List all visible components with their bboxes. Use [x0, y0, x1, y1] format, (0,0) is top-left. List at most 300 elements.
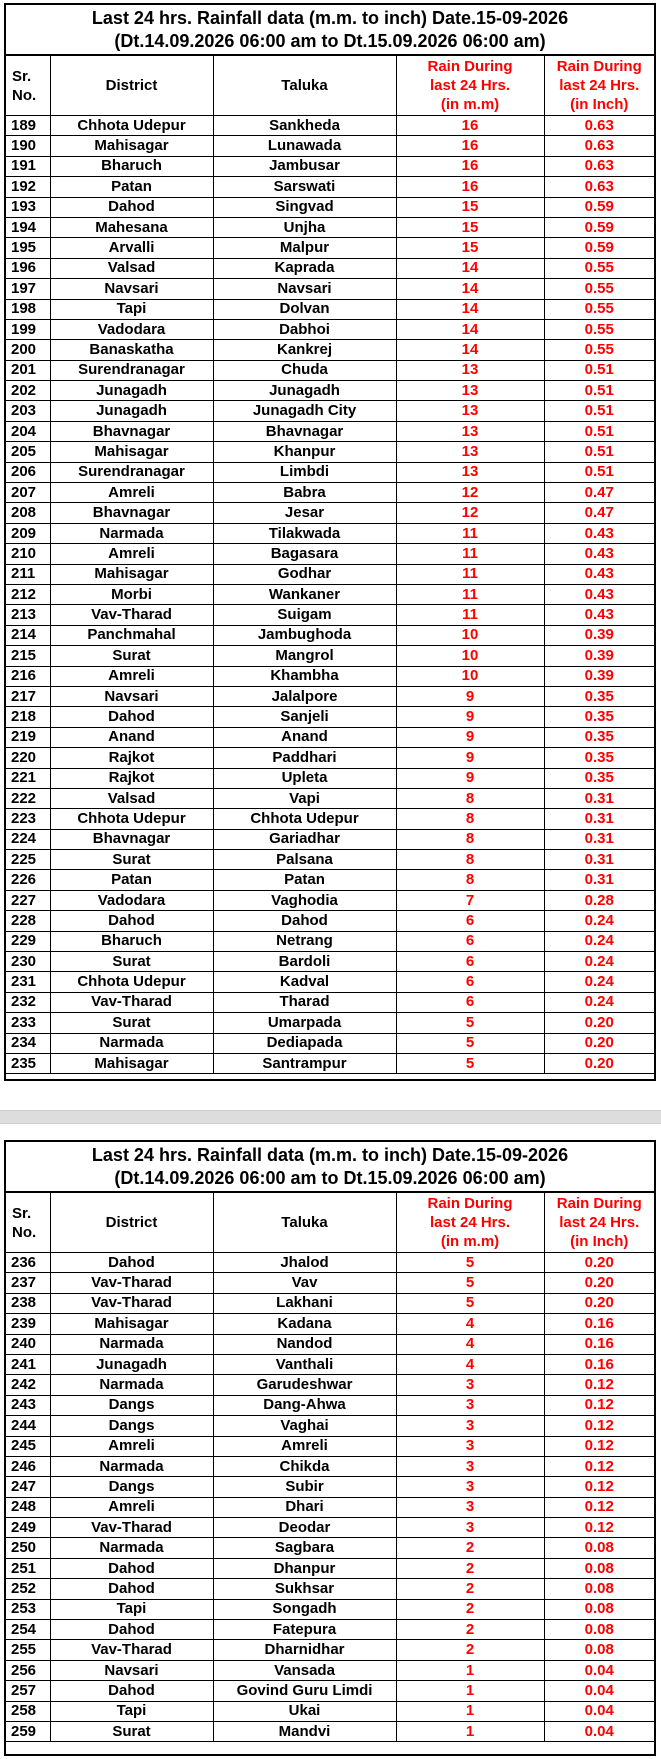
table-row	[6, 564, 654, 584]
sr-no-cell: 219	[6, 727, 50, 747]
district-cell: Morbi	[50, 584, 213, 604]
rain-inch-cell: 0.51	[544, 462, 654, 482]
header-rain-inch: Rain During last 24 Hrs. (in Inch)	[544, 56, 654, 116]
rain-inch-cell: 0.35	[544, 727, 654, 747]
rain-mm-cell: 13	[396, 381, 544, 401]
table-row	[6, 523, 654, 543]
taluka-cell: Bagasara	[213, 544, 396, 564]
taluka-cell: Dang-Ahwa	[213, 1395, 396, 1415]
district-cell: Navsari	[50, 1660, 213, 1680]
district-cell: Rajkot	[50, 748, 213, 768]
district-cell: Banaskatha	[50, 340, 213, 360]
rain-inch-cell: 0.08	[544, 1599, 654, 1619]
sr-no-cell: 231	[6, 972, 50, 992]
rain-inch-cell: 0.24	[544, 931, 654, 951]
sheet-title	[6, 5, 654, 56]
table-row	[6, 1518, 654, 1538]
table-row	[6, 890, 654, 910]
district-cell: Dangs	[50, 1416, 213, 1436]
rain-mm-cell: 3	[396, 1416, 544, 1436]
rain-mm-cell: 3	[396, 1518, 544, 1538]
district-cell: Surat	[50, 1013, 213, 1033]
district-cell: Mahesana	[50, 217, 213, 237]
sr-no-cell: 235	[6, 1053, 50, 1073]
sr-no-cell: 190	[6, 136, 50, 156]
taluka-cell: Junagadh City	[213, 401, 396, 421]
taluka-cell: Sankheda	[213, 116, 396, 136]
district-cell: Amreli	[50, 1497, 213, 1517]
sr-no-cell: 256	[6, 1660, 50, 1680]
district-cell: Narmada	[50, 1538, 213, 1558]
sr-no-cell: 244	[6, 1416, 50, 1436]
rain-mm-cell: 13	[396, 462, 544, 482]
taluka-cell: Lakhani	[213, 1293, 396, 1313]
header-sr-no: Sr. No.	[6, 1193, 50, 1253]
sr-no-cell: 221	[6, 768, 50, 788]
table-row	[6, 1033, 654, 1053]
sr-no-cell: 191	[6, 156, 50, 176]
sr-no-cell: 222	[6, 788, 50, 808]
rain-inch-cell: 0.43	[544, 544, 654, 564]
sr-no-cell: 203	[6, 401, 50, 421]
rain-inch-cell: 0.31	[544, 788, 654, 808]
taluka-cell: Dhari	[213, 1497, 396, 1517]
rain-inch-cell: 0.12	[544, 1456, 654, 1476]
rain-inch-cell: 0.12	[544, 1375, 654, 1395]
sr-no-cell: 211	[6, 564, 50, 584]
taluka-cell: Sarswati	[213, 177, 396, 197]
table-row	[6, 1436, 654, 1456]
rainfall-sheet-1	[4, 3, 656, 1081]
sr-no-cell: 243	[6, 1395, 50, 1415]
district-cell: Bhavnagar	[50, 503, 213, 523]
district-cell: Amreli	[50, 483, 213, 503]
table-row	[6, 1558, 654, 1578]
district-cell: Mahisagar	[50, 1053, 213, 1073]
rainfall-table	[6, 56, 654, 1074]
rain-inch-cell: 0.16	[544, 1334, 654, 1354]
district-cell: Dahod	[50, 1620, 213, 1640]
taluka-cell: Umarpada	[213, 1013, 396, 1033]
rain-mm-cell: 9	[396, 686, 544, 706]
rain-mm-cell: 6	[396, 952, 544, 972]
district-cell: Amreli	[50, 666, 213, 686]
sr-no-cell: 228	[6, 911, 50, 931]
table-row	[6, 401, 654, 421]
taluka-cell: Malpur	[213, 238, 396, 258]
taluka-cell: Songadh	[213, 1599, 396, 1619]
rain-inch-cell: 0.39	[544, 625, 654, 645]
rain-mm-cell: 4	[396, 1334, 544, 1354]
rain-mm-cell: 12	[396, 483, 544, 503]
rain-mm-cell: 9	[396, 707, 544, 727]
rain-mm-cell: 16	[396, 156, 544, 176]
sr-no-cell: 204	[6, 421, 50, 441]
district-cell: Bharuch	[50, 931, 213, 951]
table-row	[6, 177, 654, 197]
rain-mm-cell: 8	[396, 809, 544, 829]
district-cell: Arvalli	[50, 238, 213, 258]
rain-mm-cell: 13	[396, 421, 544, 441]
rain-inch-cell: 0.28	[544, 890, 654, 910]
district-cell: Dahod	[50, 707, 213, 727]
district-cell: Vav-Tharad	[50, 605, 213, 625]
table-row	[6, 1579, 654, 1599]
rain-mm-cell: 11	[396, 523, 544, 543]
taluka-cell: Kadana	[213, 1314, 396, 1334]
taluka-cell: Vav	[213, 1273, 396, 1293]
sr-no-cell: 240	[6, 1334, 50, 1354]
table-row	[6, 972, 654, 992]
table-body	[6, 116, 654, 1074]
taluka-cell: Junagadh	[213, 381, 396, 401]
rain-mm-cell: 4	[396, 1314, 544, 1334]
taluka-cell: Chikda	[213, 1456, 396, 1476]
district-cell: Narmada	[50, 1456, 213, 1476]
rain-inch-cell: 0.63	[544, 177, 654, 197]
taluka-cell: Vanthali	[213, 1354, 396, 1374]
table-row	[6, 1701, 654, 1721]
table-row	[6, 1640, 654, 1660]
taluka-cell: Unjha	[213, 217, 396, 237]
rain-inch-cell: 0.04	[544, 1701, 654, 1721]
sr-no-cell: 198	[6, 299, 50, 319]
table-row	[6, 809, 654, 829]
rain-inch-cell: 0.08	[544, 1620, 654, 1640]
table-row	[6, 829, 654, 849]
table-body	[6, 1253, 654, 1742]
table-row	[6, 952, 654, 972]
rain-mm-cell: 13	[396, 442, 544, 462]
table-row	[6, 1721, 654, 1741]
taluka-cell: Chhota Udepur	[213, 809, 396, 829]
table-row	[6, 156, 654, 176]
rain-mm-cell: 3	[396, 1497, 544, 1517]
rain-mm-cell: 7	[396, 890, 544, 910]
rain-mm-cell: 11	[396, 544, 544, 564]
rain-mm-cell: 11	[396, 564, 544, 584]
district-cell: Navsari	[50, 279, 213, 299]
taluka-cell: Wankaner	[213, 584, 396, 604]
taluka-cell: Jhalod	[213, 1253, 396, 1273]
sr-no-cell: 220	[6, 748, 50, 768]
district-cell: Tapi	[50, 299, 213, 319]
rain-mm-cell: 16	[396, 116, 544, 136]
rain-mm-cell: 3	[396, 1375, 544, 1395]
rain-mm-cell: 15	[396, 197, 544, 217]
taluka-cell: Patan	[213, 870, 396, 890]
sr-no-cell: 248	[6, 1497, 50, 1517]
sr-no-cell: 257	[6, 1681, 50, 1701]
rain-mm-cell: 11	[396, 605, 544, 625]
rain-mm-cell: 8	[396, 829, 544, 849]
rain-inch-cell: 0.24	[544, 911, 654, 931]
rain-inch-cell: 0.04	[544, 1660, 654, 1680]
table-row	[6, 116, 654, 136]
rainfall-table	[6, 1193, 654, 1742]
district-cell: Valsad	[50, 258, 213, 278]
sr-no-cell: 254	[6, 1620, 50, 1640]
table-row	[6, 1013, 654, 1033]
taluka-cell: Netrang	[213, 931, 396, 951]
district-cell: Dahod	[50, 911, 213, 931]
rain-mm-cell: 1	[396, 1721, 544, 1741]
table-row	[6, 1660, 654, 1680]
rain-inch-cell: 0.43	[544, 523, 654, 543]
table-row	[6, 1456, 654, 1476]
title-line-1: Last 24 hrs. Rainfall data (m.m. to inch) Date.15-09-2026	[91, 8, 569, 28]
rain-inch-cell: 0.43	[544, 584, 654, 604]
table-row	[6, 788, 654, 808]
table-row	[6, 1497, 654, 1517]
taluka-cell: Jalalpore	[213, 686, 396, 706]
rain-mm-cell: 3	[396, 1436, 544, 1456]
table-row	[6, 1354, 654, 1374]
table-row	[6, 136, 654, 156]
table-row	[6, 646, 654, 666]
rain-inch-cell: 0.63	[544, 136, 654, 156]
district-cell: Amreli	[50, 1436, 213, 1456]
rain-mm-cell: 8	[396, 788, 544, 808]
rain-mm-cell: 4	[396, 1354, 544, 1374]
rain-mm-cell: 2	[396, 1558, 544, 1578]
taluka-cell: Sagbara	[213, 1538, 396, 1558]
district-cell: Vav-Tharad	[50, 992, 213, 1012]
sr-no-cell: 210	[6, 544, 50, 564]
rain-inch-cell: 0.04	[544, 1721, 654, 1741]
taluka-cell: Santrampur	[213, 1053, 396, 1073]
table-row	[6, 1375, 654, 1395]
sr-no-cell: 200	[6, 340, 50, 360]
rain-mm-cell: 2	[396, 1579, 544, 1599]
district-cell: Dangs	[50, 1395, 213, 1415]
rain-inch-cell: 0.20	[544, 1033, 654, 1053]
sr-no-cell: 226	[6, 870, 50, 890]
table-row	[6, 258, 654, 278]
district-cell: Chhota Udepur	[50, 972, 213, 992]
rain-inch-cell: 0.55	[544, 340, 654, 360]
rain-inch-cell: 0.59	[544, 197, 654, 217]
rain-mm-cell: 12	[396, 503, 544, 523]
table-row	[6, 707, 654, 727]
rain-mm-cell: 8	[396, 870, 544, 890]
sr-no-cell: 214	[6, 625, 50, 645]
sr-no-cell: 245	[6, 1436, 50, 1456]
taluka-cell: Paddhari	[213, 748, 396, 768]
taluka-cell: Limbdi	[213, 462, 396, 482]
district-cell: Vadodara	[50, 890, 213, 910]
sr-no-cell: 193	[6, 197, 50, 217]
taluka-cell: Fatepura	[213, 1620, 396, 1640]
table-row	[6, 1314, 654, 1334]
district-cell: Bharuch	[50, 156, 213, 176]
rain-inch-cell: 0.31	[544, 870, 654, 890]
district-cell: Dahod	[50, 197, 213, 217]
sr-no-cell: 227	[6, 890, 50, 910]
table-row	[6, 748, 654, 768]
sr-no-cell: 217	[6, 686, 50, 706]
district-cell: Surat	[50, 850, 213, 870]
sr-no-cell: 232	[6, 992, 50, 1012]
district-cell: Narmada	[50, 1375, 213, 1395]
table-row	[6, 584, 654, 604]
table-row	[6, 1395, 654, 1415]
rain-mm-cell: 2	[396, 1538, 544, 1558]
rain-mm-cell: 2	[396, 1620, 544, 1640]
sr-no-cell: 194	[6, 217, 50, 237]
rain-mm-cell: 5	[396, 1053, 544, 1073]
sr-no-cell: 255	[6, 1640, 50, 1660]
rain-mm-cell: 2	[396, 1640, 544, 1660]
rain-inch-cell: 0.55	[544, 319, 654, 339]
sr-no-cell: 241	[6, 1354, 50, 1374]
rain-inch-cell: 0.59	[544, 217, 654, 237]
taluka-cell: Kadval	[213, 972, 396, 992]
rain-mm-cell: 5	[396, 1013, 544, 1033]
sr-no-cell: 216	[6, 666, 50, 686]
rain-inch-cell: 0.39	[544, 666, 654, 686]
taluka-cell: Dahod	[213, 911, 396, 931]
sr-no-cell: 247	[6, 1477, 50, 1497]
rain-inch-cell: 0.08	[544, 1558, 654, 1578]
rain-inch-cell: 0.24	[544, 952, 654, 972]
table-row	[6, 1293, 654, 1313]
table-row	[6, 625, 654, 645]
rain-inch-cell: 0.08	[544, 1640, 654, 1660]
sr-no-cell: 249	[6, 1518, 50, 1538]
rain-inch-cell: 0.12	[544, 1395, 654, 1415]
rain-inch-cell: 0.12	[544, 1497, 654, 1517]
taluka-cell: Vapi	[213, 788, 396, 808]
rain-mm-cell: 6	[396, 972, 544, 992]
taluka-cell: Dediapada	[213, 1033, 396, 1053]
sheet-title	[6, 1142, 654, 1193]
rain-inch-cell: 0.31	[544, 850, 654, 870]
rain-mm-cell: 13	[396, 360, 544, 380]
rain-inch-cell: 0.20	[544, 1253, 654, 1273]
table-row	[6, 1599, 654, 1619]
table-row	[6, 421, 654, 441]
taluka-cell: Jambughoda	[213, 625, 396, 645]
table-header-row	[6, 1193, 654, 1253]
taluka-cell: Mangrol	[213, 646, 396, 666]
table-row	[6, 340, 654, 360]
rain-inch-cell: 0.35	[544, 707, 654, 727]
table-row	[6, 197, 654, 217]
table-row	[6, 1477, 654, 1497]
taluka-cell: Singvad	[213, 197, 396, 217]
rain-inch-cell: 0.04	[544, 1681, 654, 1701]
table-row	[6, 238, 654, 258]
district-cell: Junagadh	[50, 1354, 213, 1374]
rain-inch-cell: 0.12	[544, 1416, 654, 1436]
sr-no-cell: 229	[6, 931, 50, 951]
rain-mm-cell: 1	[396, 1660, 544, 1680]
rain-mm-cell: 1	[396, 1681, 544, 1701]
rain-inch-cell: 0.16	[544, 1354, 654, 1374]
taluka-cell: Vaghai	[213, 1416, 396, 1436]
sr-no-cell: 233	[6, 1013, 50, 1033]
rain-inch-cell: 0.08	[544, 1579, 654, 1599]
district-cell: Amreli	[50, 544, 213, 564]
table-row	[6, 279, 654, 299]
table-row	[6, 544, 654, 564]
table-row	[6, 666, 654, 686]
district-cell: Rajkot	[50, 768, 213, 788]
sr-no-cell: 223	[6, 809, 50, 829]
district-cell: Valsad	[50, 788, 213, 808]
header-rain-mm: Rain During last 24 Hrs. (in m.m)	[396, 1193, 544, 1253]
taluka-cell: Jesar	[213, 503, 396, 523]
table-row	[6, 911, 654, 931]
rain-mm-cell: 11	[396, 584, 544, 604]
rainfall-sheet-2	[4, 1140, 656, 1756]
sr-no-cell: 237	[6, 1273, 50, 1293]
table-row	[6, 605, 654, 625]
taluka-cell: Garudeshwar	[213, 1375, 396, 1395]
rain-mm-cell: 9	[396, 748, 544, 768]
rain-inch-cell: 0.35	[544, 686, 654, 706]
district-cell: Mahisagar	[50, 564, 213, 584]
header-sr-no: Sr. No.	[6, 56, 50, 116]
sr-no-cell: 207	[6, 483, 50, 503]
rain-mm-cell: 6	[396, 931, 544, 951]
district-cell: Surat	[50, 952, 213, 972]
table-header-row	[6, 56, 654, 116]
rain-mm-cell: 1	[396, 1701, 544, 1721]
header-district: District	[50, 56, 213, 116]
title-line-2: (Dt.14.09.2026 06:00 am to Dt.15.09.2026 06:00 am)	[114, 31, 546, 51]
rain-mm-cell: 13	[396, 401, 544, 421]
sr-no-cell: 189	[6, 116, 50, 136]
rain-mm-cell: 10	[396, 646, 544, 666]
district-cell: Mahisagar	[50, 442, 213, 462]
sr-no-cell: 199	[6, 319, 50, 339]
sr-no-cell: 218	[6, 707, 50, 727]
sr-no-cell: 201	[6, 360, 50, 380]
table-row	[6, 360, 654, 380]
rain-mm-cell: 3	[396, 1395, 544, 1415]
sr-no-cell: 224	[6, 829, 50, 849]
sr-no-cell: 246	[6, 1456, 50, 1476]
rain-mm-cell: 5	[396, 1273, 544, 1293]
district-cell: Junagadh	[50, 401, 213, 421]
taluka-cell: Nandod	[213, 1334, 396, 1354]
taluka-cell: Dhanpur	[213, 1558, 396, 1578]
taluka-cell: Govind Guru Limdi	[213, 1681, 396, 1701]
taluka-cell: Amreli	[213, 1436, 396, 1456]
taluka-cell: Dolvan	[213, 299, 396, 319]
district-cell: Vav-Tharad	[50, 1273, 213, 1293]
rain-mm-cell: 3	[396, 1456, 544, 1476]
taluka-cell: Bhavnagar	[213, 421, 396, 441]
district-cell: Narmada	[50, 1334, 213, 1354]
table-row	[6, 319, 654, 339]
table-row	[6, 931, 654, 951]
taluka-cell: Chuda	[213, 360, 396, 380]
sr-no-cell: 196	[6, 258, 50, 278]
rain-inch-cell: 0.24	[544, 992, 654, 1012]
taluka-cell: Bardoli	[213, 952, 396, 972]
taluka-cell: Mandvi	[213, 1721, 396, 1741]
rain-mm-cell: 14	[396, 319, 544, 339]
district-cell: Dangs	[50, 1477, 213, 1497]
sr-no-cell: 253	[6, 1599, 50, 1619]
table-row	[6, 442, 654, 462]
table-row	[6, 299, 654, 319]
rain-mm-cell: 16	[396, 136, 544, 156]
taluka-cell: Subir	[213, 1477, 396, 1497]
